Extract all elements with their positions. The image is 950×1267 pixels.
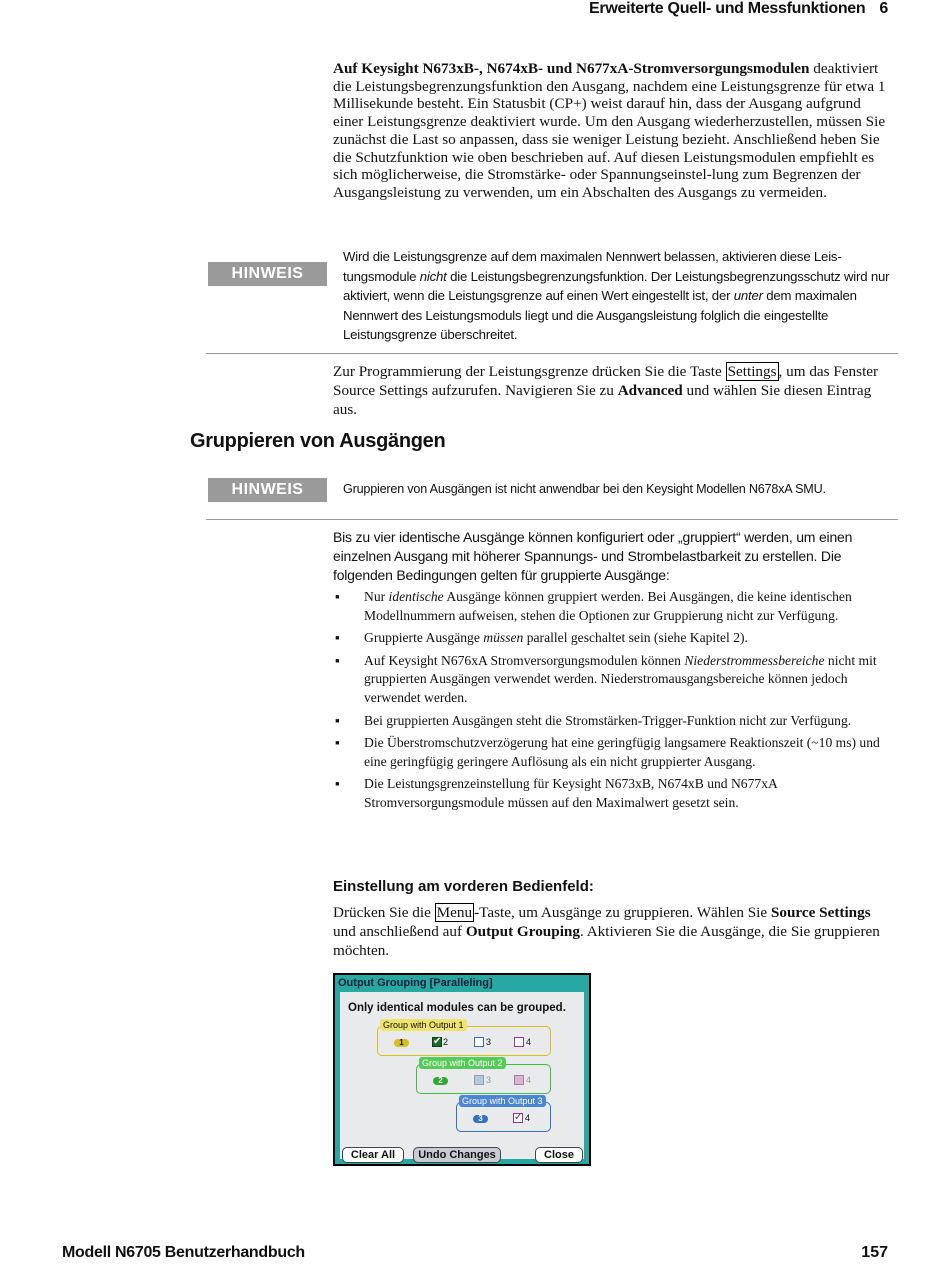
output-pill: 3 bbox=[473, 1115, 488, 1123]
bullet: ▪ bbox=[335, 735, 340, 751]
dialog-frame bbox=[335, 975, 589, 1164]
item-text: Nur bbox=[364, 589, 389, 604]
prog-text: , um das Fenster Source Settings aufzurufen. Navigieren Sie zu bbox=[333, 363, 879, 399]
dialog-body bbox=[340, 992, 584, 1159]
list-item bbox=[333, 712, 893, 731]
front-bold: Source Settings bbox=[770, 904, 871, 921]
item-text: Bei gruppierten Ausgängen steht die Stromstärken-Trigger-Funktion nicht zur Verfügung. bbox=[364, 712, 852, 728]
item-text: nicht mit gruppierten Ausgängen verwendet werden. Niederstromausgangsbereiche können jedoch verwendet werden. bbox=[364, 652, 877, 705]
note-emphasis: unter bbox=[733, 288, 763, 303]
front-text: und anschließend auf bbox=[333, 923, 466, 940]
dialog-message: Only identical modules can be grouped. bbox=[348, 1002, 566, 1014]
subheading: Einstellung am vorderen Bedienfeld: bbox=[333, 878, 594, 895]
item-text: parallel geschaltet sein (siehe Kapitel 2). bbox=[523, 630, 748, 646]
group-output-1 bbox=[377, 1020, 551, 1056]
checkbox-output-2[interactable]: ✔ bbox=[433, 1036, 442, 1047]
item-text: Die Leistungsgrenzeinstellung für Keysight N673xB, N674xB und N677xA Stromversorgungsmodule müssen auf den Maximalwert gesetzt sein. bbox=[364, 776, 778, 810]
item-text: Die Überstromschutzverzögerung hat eine geringfügig langsamere Reaktionszeit (~10 ms) und eine geringfügig geringere Auflösung als ein nicht gruppierter Ausgang. bbox=[364, 735, 880, 769]
checkbox-output-4[interactable] bbox=[514, 1037, 524, 1047]
undo-changes-button[interactable]: Undo Changes bbox=[413, 1147, 501, 1163]
list-item bbox=[333, 734, 893, 771]
checkbox-output-3[interactable] bbox=[474, 1037, 484, 1047]
prog-bold: Advanced bbox=[617, 382, 683, 399]
divider bbox=[206, 519, 898, 520]
page-number: 157 bbox=[861, 1244, 888, 1261]
note-emphasis: nicht bbox=[419, 268, 447, 284]
note-text-part: Wird die Leistungsgrenze auf dem maximalen Nennwert belassen, aktivieren diese Leis-tungsmodule bbox=[343, 249, 842, 284]
prog-text: und wählen Sie diesen Eintrag aus. bbox=[333, 382, 872, 418]
front-text: -Taste, um Ausgänge zu gruppieren. Wählen Sie bbox=[474, 904, 771, 921]
divider bbox=[206, 353, 898, 354]
output-grouping-dialog bbox=[333, 973, 591, 1166]
note-text-part: die Leistungsbegrenzungsfunktion. Der Leistungsbegrenzungsschutz wird nur aktiviert, wenn die Leistungsgrenze auf einen Wert eingestellt ist, der bbox=[343, 268, 890, 303]
bullet: ▪ bbox=[335, 712, 340, 728]
bullet: ▪ bbox=[335, 776, 340, 792]
note-text: Gruppieren von Ausgängen ist nicht anwendbar bei den Keysight Modellen N678xA SMU. bbox=[343, 482, 826, 496]
front-panel-paragraph bbox=[333, 903, 893, 960]
note-tag: HINWEIS bbox=[208, 262, 327, 286]
item-text: Gruppierte Ausgänge bbox=[364, 630, 484, 646]
note-text-part: dem maximalen Nennwert des Leistungsmoduls liegt und die Ausgangsleistung folglich die eingestellte Leistungsgrenze überschreitet. bbox=[343, 288, 857, 342]
checkbox-number: 2 bbox=[443, 1037, 449, 1047]
conditions-list bbox=[333, 588, 893, 817]
clear-all-button[interactable]: Clear All bbox=[342, 1147, 404, 1163]
section-title: Erweiterte Quell- und Messfunktionen bbox=[589, 0, 866, 17]
note-text bbox=[343, 247, 893, 345]
group-output-3 bbox=[456, 1096, 551, 1132]
section-heading: Gruppieren von Ausgängen bbox=[190, 430, 446, 452]
close-button[interactable]: Close bbox=[535, 1147, 583, 1163]
front-text: Drücken Sie die bbox=[333, 904, 435, 921]
group-label: Group with Output 3 bbox=[459, 1095, 546, 1107]
chapter-number: 6 bbox=[879, 0, 888, 17]
bullet: ▪ bbox=[335, 630, 340, 646]
front-bold: Output Grouping bbox=[465, 923, 580, 940]
list-item bbox=[333, 775, 893, 812]
bullet: ▪ bbox=[335, 589, 340, 604]
prog-text: Zur Programmierung der Leistungsgrenze drücken Sie die Taste bbox=[333, 363, 726, 380]
list-item bbox=[333, 588, 893, 625]
intro-paragraph bbox=[333, 60, 893, 202]
bullet: ▪ bbox=[335, 652, 340, 668]
output-pill: 2 bbox=[433, 1077, 448, 1085]
programming-paragraph bbox=[333, 362, 893, 419]
checkbox-number: 4 bbox=[525, 1113, 531, 1123]
list-item bbox=[333, 652, 893, 708]
list-item bbox=[333, 629, 893, 648]
grouping-intro: Bis zu vier identische Ausgänge können konfiguriert oder „gruppiert“ werden, um einen einzelnen Ausgang mit höherer Spannungs- und Strombelastbarkeit zu erstellen. Die folgenden Bedingungen gelten für gruppierte Ausgänge: bbox=[333, 529, 853, 583]
checkbox-output-4[interactable] bbox=[514, 1075, 524, 1085]
checkbox-output-4[interactable]: ✓ bbox=[514, 1112, 523, 1123]
footer-title: Modell N6705 Benutzerhandbuch bbox=[62, 1244, 305, 1261]
group-output-2 bbox=[416, 1058, 551, 1094]
output-pill: 1 bbox=[394, 1039, 409, 1047]
group-label: Group with Output 1 bbox=[380, 1019, 467, 1031]
item-text: Ausgänge können gruppiert werden. Bei Ausgängen, die keine identischen Modellnummern aufweisen, stehen die Optionen zur Gruppierung nicht zur Verfügung. bbox=[364, 589, 852, 623]
checkbox-number: 3 bbox=[486, 1037, 492, 1047]
menu-key: Menu bbox=[436, 904, 473, 921]
settings-key: Settings bbox=[727, 363, 777, 380]
note-tag: HINWEIS bbox=[208, 478, 327, 502]
item-emphasis: müssen bbox=[483, 630, 524, 646]
running-header bbox=[589, 0, 888, 18]
intro-text: deaktiviert die Leistungsbegrenzungsfunktion den Ausgang, nachdem eine Leistungsgrenze für etwa 1 Millisekunde besteht. Ein Statusbit (CP+) weist darauf hin, dass der Ausgang aufgrund einer Leistungsgrenze deaktiviert wurde. Um den Ausgang wiederherzustellen, müssen Sie zunächst die Last so anpassen, dass sie weniger Leistung bezieht. Anschließend heben Sie die Schutzfunktion wie oben beschrieben auf. Auf diesen Leistungsmodulen empfiehlt es sich möglicherweise, die Stromstärke- oder Spannungseinstel-lung zum Begrenzen der Ausgangsleistung zu verwenden, um ein Abschalten des Ausgangs zu vermeiden. bbox=[333, 60, 886, 201]
front-text: . Aktivieren Sie die Ausgänge, die Sie gruppieren möchten. bbox=[333, 923, 880, 959]
item-emphasis: identische bbox=[388, 589, 444, 604]
checkbox-number: 4 bbox=[526, 1037, 532, 1047]
checkbox-number: 4 bbox=[526, 1075, 532, 1085]
checkbox-output-3[interactable] bbox=[474, 1075, 484, 1085]
checkbox-number: 3 bbox=[486, 1075, 492, 1085]
item-emphasis: Niederstrommessbereiche bbox=[684, 652, 825, 668]
group-label: Group with Output 2 bbox=[419, 1057, 506, 1069]
item-text: Auf Keysight N676xA Stromversorgungsmodulen können bbox=[364, 652, 685, 668]
intro-bold: Auf Keysight N673xB-, N674xB- und N677xA-Stromversorgungsmodulen bbox=[333, 60, 810, 77]
dialog-title: Output Grouping [Paralleling] bbox=[338, 977, 493, 989]
